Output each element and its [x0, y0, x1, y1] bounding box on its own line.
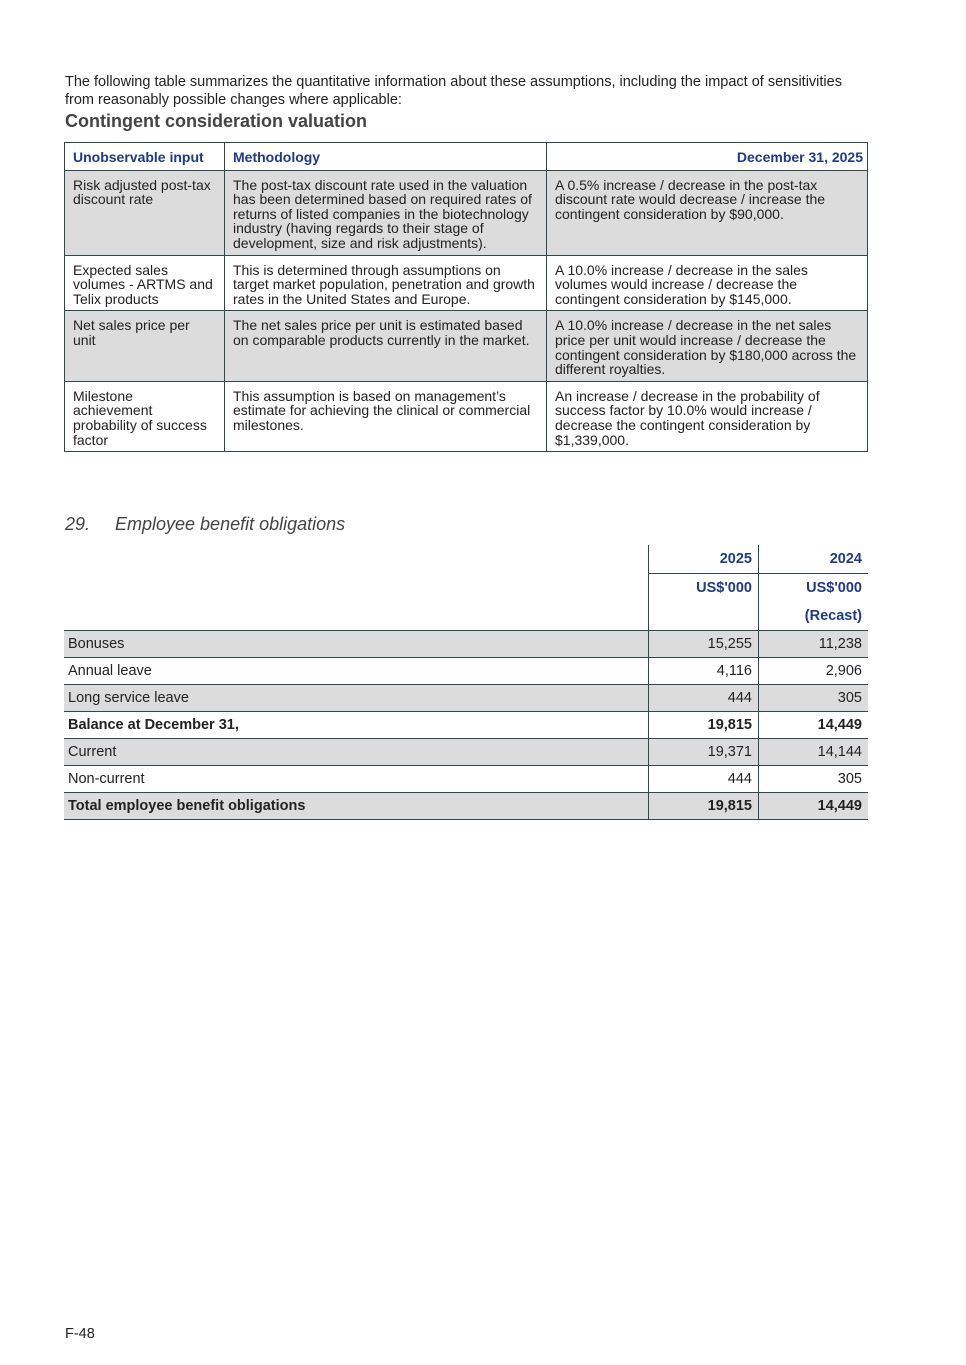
cell-value: An increase / decrease in the probability of success factor by 10.0% would increase / decrease the contingent consideration by $1,339,000.: [547, 381, 868, 451]
col-header-date: December 31, 2025: [547, 143, 868, 171]
cell-value: A 10.0% increase / decrease in the sales volumes would increase / decrease the contingent consideration by $145,000.: [547, 255, 868, 311]
col-header-input: Unobservable input: [65, 143, 225, 171]
row-label: Long service leave: [64, 685, 649, 712]
col-header-methodology: Methodology: [225, 143, 547, 171]
row-label: Annual leave: [64, 658, 649, 685]
contingent-table-title: Contingent consideration valuation: [65, 111, 368, 131]
table-row: [64, 685, 868, 712]
table-row: [65, 381, 868, 451]
col-unit-2025: US$'000: [649, 574, 759, 603]
cell-input: Risk adjusted post-tax discount rate: [65, 170, 225, 255]
value-2024: 11,238: [759, 631, 869, 658]
row-label: Non-current: [64, 766, 649, 793]
table-row: [65, 255, 868, 311]
cell-input: Net sales price per unit: [65, 311, 225, 381]
cell-input: Milestone achievement probability of success factor: [65, 381, 225, 451]
header-years-row: [64, 545, 868, 574]
value-2025: 19,815: [649, 712, 759, 739]
cell-methodology: This assumption is based on management’s estimate for achieving the clinical or commercial milestones.: [225, 381, 547, 451]
value-2025: 19,371: [649, 739, 759, 766]
cell-value: A 10.0% increase / decrease in the net sales price per unit would increase / decrease the contingent consideration by $180,000 across the different royalties.: [547, 311, 868, 381]
table-header-row: [65, 143, 868, 171]
value-2025: 444: [649, 766, 759, 793]
table-row: [64, 739, 868, 766]
cell-input: Expected sales volumes - ARTMS and Telix products: [65, 255, 225, 311]
section-number: 29.: [65, 514, 91, 534]
table-row: [65, 170, 868, 255]
value-2025: 444: [649, 685, 759, 712]
intro-paragraph: The following table summarizes the quantitative information about these assumptions, including the impact of sensitivities from reasonably possible changes where applicable:: [65, 73, 842, 108]
table-row: [64, 658, 868, 685]
value-2024: 2,906: [759, 658, 869, 685]
section-heading: [65, 514, 345, 535]
page-number: F-48: [65, 1326, 95, 1342]
row-label: Total employee benefit obligations: [64, 793, 649, 820]
section-title: Employee benefit obligations: [115, 514, 346, 534]
value-2024: 14,144: [759, 739, 869, 766]
value-2025: 4,116: [649, 658, 759, 685]
employee-benefit-table: [64, 545, 868, 820]
value-2025: 19,815: [649, 793, 759, 820]
table-row-total: [64, 793, 868, 820]
cell-methodology: This is determined through assumptions on target market population, penetration and growth rates in the United States and Europe.: [225, 255, 547, 311]
col-year-2025: 2025: [649, 545, 759, 574]
col-year-2024: 2024: [759, 545, 869, 574]
header-note-row: [64, 602, 868, 631]
value-2024: 14,449: [759, 712, 869, 739]
col-unit-2024: US$'000: [759, 574, 869, 603]
value-2024: 305: [759, 766, 869, 793]
row-label: Bonuses: [64, 631, 649, 658]
header-units-row: [64, 574, 868, 603]
cell-methodology: The post-tax discount rate used in the valuation has been determined based on required rates of returns of listed companies in the biotechnology industry (having regards to their stage of development, size and risk adjustments).: [225, 170, 547, 255]
value-2024: 14,449: [759, 793, 869, 820]
col-note-recast: (Recast): [759, 602, 869, 631]
cell-value: A 0.5% increase / decrease in the post-tax discount rate would decrease / increase the contingent consideration by $90,000.: [547, 170, 868, 255]
cell-methodology: The net sales price per unit is estimated based on comparable products currently in the market.: [225, 311, 547, 381]
table-row: [65, 311, 868, 381]
table-row: [64, 631, 868, 658]
value-2025: 15,255: [649, 631, 759, 658]
row-label: Current: [64, 739, 649, 766]
row-label: Balance at December 31,: [64, 712, 649, 739]
value-2024: 305: [759, 685, 869, 712]
table-row: [64, 766, 868, 793]
table-row-subtotal: [64, 712, 868, 739]
contingent-consideration-table: [64, 142, 868, 452]
